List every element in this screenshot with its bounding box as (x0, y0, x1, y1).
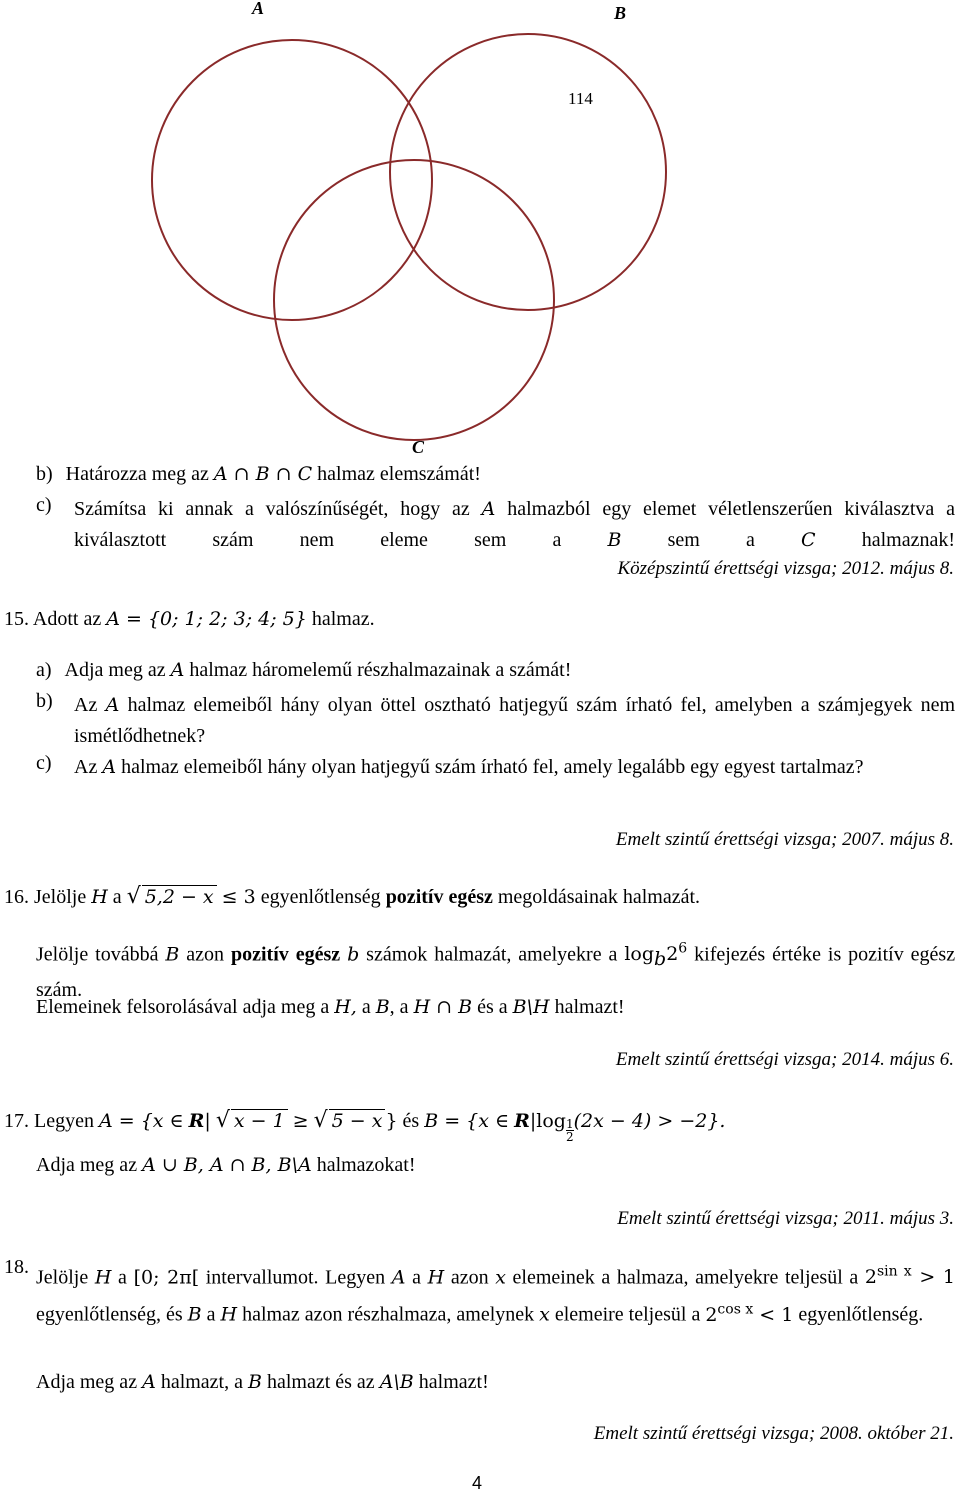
q18-b: B (187, 1303, 202, 1326)
q15-c (74, 752, 955, 783)
q17-number: 17. (4, 1110, 29, 1132)
q18-x2: x (539, 1303, 550, 1326)
sqrt-symbol: √ (215, 1108, 230, 1133)
venn-label-c: C (412, 437, 425, 457)
q17-line1 (4, 1108, 725, 1143)
q16-p2-text-4: kifejezés értéke is pozitív egész szám. (36, 943, 956, 1002)
q16-p2-b: B (165, 943, 180, 966)
q15-b-a: A (105, 694, 120, 716)
q18-p2-text: Adja meg az (36, 1371, 138, 1393)
q15-source: Emelt szintű érettségi vizsga; 2007. május 8. (615, 829, 954, 850)
q15-number: 15. (4, 608, 29, 630)
venn-label-a: A (252, 0, 265, 18)
q17-b-log: |log (529, 1110, 566, 1132)
q16-pow-exp: 6 (678, 941, 688, 957)
q17-a-ge: ≥ (292, 1110, 309, 1132)
q16-p2-bold: pozitív egész (231, 943, 341, 966)
q14-c-c: C (801, 529, 816, 551)
q18-text-9: halmaz azon részhalmaza, amelynek (242, 1303, 535, 1326)
q16-text: Jelölje (34, 886, 87, 908)
q17-b-def: B = {x ∈ (424, 1110, 510, 1132)
q16-p2-b2: b (347, 943, 360, 966)
q18-text-10: elemeire teljesül a (554, 1303, 701, 1326)
q18-source: Emelt szintű érettségi vizsga; 2008. október 21. (593, 1423, 954, 1444)
q15-a-text: Adja meg az (64, 659, 166, 681)
q18-text-6: elemeinek a halmaza, amelyekre teljesül a (512, 1266, 859, 1289)
q18-ineq1-exp: sin x (877, 1264, 912, 1280)
q16-p3-text: Elemeinek felsorolásával adja meg a (36, 996, 330, 1018)
q18-ineq1 (865, 1266, 955, 1288)
q16-p2-text-2: azon (186, 943, 225, 966)
q14-c-text: Számítsa ki annak a valószínűségét, hogy az (74, 498, 470, 520)
q14-source: Középszintű érettségi vizsga; 2012. május 8. (617, 558, 954, 579)
q16-p3-bh: B\H (512, 996, 550, 1018)
q17-b-def-rest: (2x − 4) > −2}. (573, 1110, 726, 1132)
q14-c-a: A (481, 498, 496, 520)
q18-text-7: egyenlőtlenség, és (36, 1303, 183, 1326)
q18-h3: H (220, 1303, 238, 1326)
q18-interval: [0; 2π[ (133, 1266, 200, 1289)
q17-a-sqrt-1: x − 1 (231, 1109, 288, 1132)
q18-p2-text-2: halmazt, a (160, 1371, 243, 1393)
q18-text-8: a (206, 1303, 216, 1326)
q16-bold: pozitív egész (385, 886, 493, 908)
q14-c (74, 494, 955, 556)
q18-text-3: intervallumot. Legyen (205, 1266, 386, 1289)
q14-c-prefix: c) (36, 494, 52, 516)
q18-text-4: a (412, 1266, 421, 1289)
q14-c-text-4: halmaznak! (861, 529, 956, 551)
q17-a-bar: | (204, 1110, 211, 1132)
q17-b-base-num: 1 (565, 1117, 574, 1131)
q18-p2-b: B (248, 1371, 262, 1393)
q15-c-text-2: halmaz elemeiből hány olyan hatjegyű szám írható fel, amely legalább egy egyest tartalmaz? (121, 756, 864, 778)
q14-b (36, 463, 481, 486)
q18-p2-text-3: halmazt és az (266, 1371, 375, 1393)
q17-b-base-den: 2 (565, 1130, 574, 1144)
q15-a (36, 659, 571, 682)
q18-a: A (391, 1266, 406, 1289)
q15-intro (4, 608, 375, 631)
q16-p3-text-4: és a (477, 996, 508, 1018)
q15-c-a: A (102, 756, 117, 778)
q18-ineq2-exp: cos x (717, 1301, 754, 1318)
q18-p2-a: A (142, 1371, 156, 1393)
q15-b-text: Az (74, 694, 98, 716)
q17-line2 (36, 1154, 416, 1177)
q16-line1 (4, 884, 700, 909)
q16-text-2: a (112, 886, 122, 908)
q16-sqrt-inner: 5,2 − x (142, 885, 217, 908)
q15-b-prefix: b) (36, 690, 53, 712)
q16-p2-text-3: számok halmazát, amelyekre a (366, 943, 618, 966)
q15-c-prefix: c) (36, 752, 52, 774)
q16-p3-hb: H ∩ B (413, 996, 473, 1018)
q18-text-11: egyenlőtlenség. (798, 1303, 924, 1326)
q18-p2-text-4: halmazt! (418, 1371, 489, 1393)
q16-p3-text-2: a (361, 996, 371, 1018)
q17-line2-text-2: halmazokat! (316, 1154, 416, 1176)
q17-text-2: és (402, 1110, 420, 1132)
q18-text-2: a (118, 1266, 127, 1289)
q17-a-real: R (188, 1110, 205, 1132)
q17-line2-sets: A ∪ B, A ∩ B, B\A (142, 1154, 312, 1176)
q18-text: Jelölje (36, 1266, 89, 1289)
q14-b-text-end: halmaz elemszámát! (317, 463, 481, 485)
page-number: 4 (472, 1473, 483, 1493)
q18-ineq2 (705, 1301, 794, 1326)
venn-label-b: B (614, 3, 627, 23)
q18-text-5: azon (450, 1266, 489, 1289)
q14-b-sets: A ∩ B ∩ C (213, 463, 313, 485)
q18-p2 (36, 1371, 489, 1394)
q18-h2: H (427, 1266, 445, 1289)
q16-p3-text-3: , a (389, 996, 409, 1018)
q16-h: H (91, 886, 108, 908)
q16-log-expr (624, 941, 688, 971)
q17-a-close: } (385, 1110, 398, 1132)
q17-text: Legyen (34, 1110, 94, 1132)
q17-b-real: R (514, 1110, 530, 1132)
q16-p3-h: H, (334, 996, 357, 1018)
q16-p2-text: Jelölje továbbá (36, 943, 159, 966)
sqrt-symbol: √ (126, 884, 141, 909)
q16-number: 16. (4, 886, 29, 908)
q14-b-prefix: b) (36, 463, 53, 485)
sqrt-symbol: √ (313, 1108, 328, 1133)
q18-ineq2-rest: < 1 (759, 1303, 794, 1326)
q14-c-text-2: halmazból egy elemet véletlenszerűen kiválasztva a kiválasztott szám nem eleme sem a (74, 498, 955, 551)
q15-a-a: A (170, 659, 185, 681)
q16-text-3: egyenlőtlenség (260, 886, 381, 908)
q16-log: log (624, 943, 655, 966)
q14-c-text-3: sem a (667, 529, 755, 551)
q16-pow-base: 2 (666, 943, 679, 966)
q16-log-base: b (654, 948, 667, 971)
q14-c-b: B (607, 529, 622, 551)
q18-h: H (94, 1266, 112, 1289)
q16-p3-text-5: halmazt! (554, 996, 625, 1018)
venn-region-b-value: 114 (568, 89, 593, 108)
q15-intro-text-2: halmaz. (311, 608, 375, 630)
q17-a-def: A = {x ∈ (98, 1110, 184, 1132)
q15-intro-text: Adott az (32, 608, 102, 630)
q18-ineq2-base: 2 (705, 1303, 718, 1326)
q16-text-4: megoldásainak halmazát. (497, 886, 701, 908)
q18-ineq1-base: 2 (864, 1266, 877, 1289)
q15-a-text-2: halmaz háromelemű részhalmazainak a számát! (189, 659, 572, 681)
q17-b-base (566, 1118, 574, 1143)
q16-p3-b: B (375, 996, 390, 1018)
q17-a-sqrt-2: 5 − x (329, 1109, 386, 1132)
q18-x: x (495, 1266, 506, 1289)
q15-a-prefix: a) (36, 659, 52, 681)
q18-body (36, 1256, 955, 1331)
venn-diagram (0, 0, 960, 470)
q17-source: Emelt szintű érettségi vizsga; 2011. május 3. (617, 1208, 954, 1229)
q15-b-text-2: halmaz elemeiből hány olyan öttel osztható hatjegyű szám írható fel, amelyben a számjegyek nem ismétlődhetnek? (74, 694, 956, 747)
q15-set-def: A = {0; 1; 2; 3; 4; 5} (106, 608, 307, 630)
q18-number: 18. (4, 1256, 29, 1278)
q17-line2-text: Adja meg az (36, 1154, 138, 1176)
q16-ineq-rest: ≤ 3 (221, 886, 256, 908)
circle-c (274, 160, 554, 440)
q16-source: Emelt szintű érettségi vizsga; 2014. május 6. (615, 1049, 954, 1070)
q18-p2-ab: A\B (379, 1371, 414, 1393)
q18-ineq1-rest: > 1 (919, 1266, 956, 1289)
q15-c-text: Az (74, 756, 98, 778)
q16-p3 (36, 996, 625, 1019)
q14-b-text: Határozza meg az (65, 463, 209, 485)
q15-b (74, 690, 955, 752)
